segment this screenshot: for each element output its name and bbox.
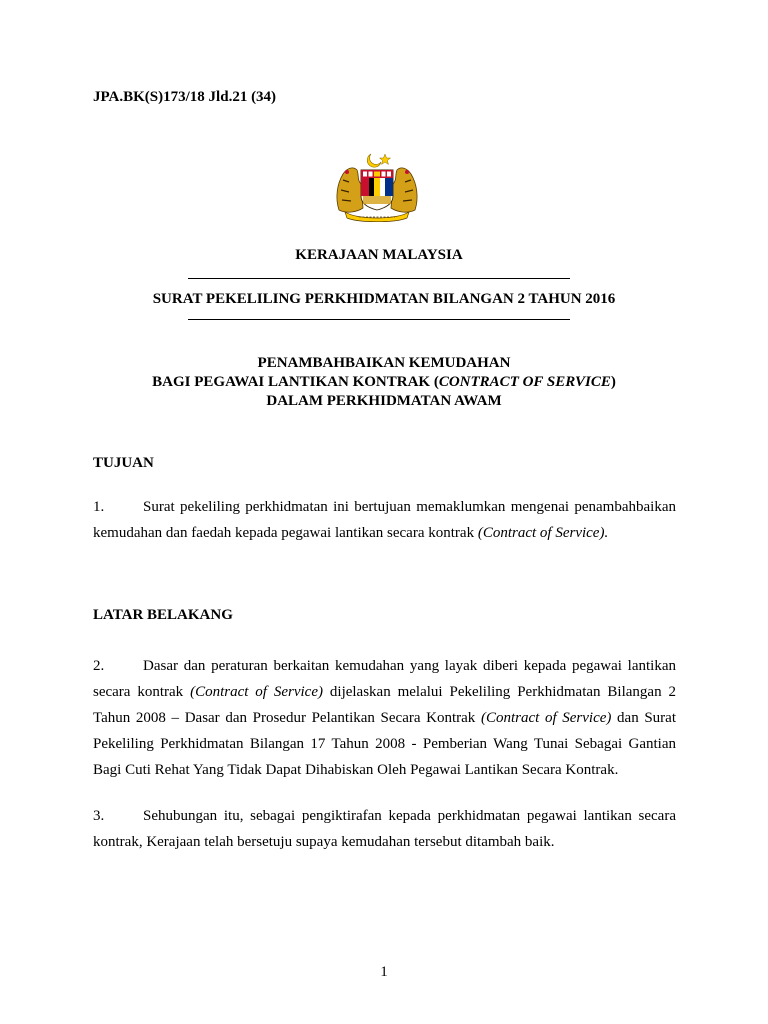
subject-title [93,354,675,411]
paragraph-1: 1. Surat pekeliling perkhidmatan ini bertujuan memaklumkan mengenai penambahbaikan kemudahan dan faedah kepada pegawai lantikan secara kontrak (Contract of Service). [93,494,676,546]
circular-title: SURAT PEKELILING PERKHIDMATAN BILANGAN 2 TAHUN 2016 [152,291,616,307]
page-number: 1 [380,964,388,980]
subject-line-2: BAGI PEGAWAI LANTIKAN KONTRAK (CONTRACT OF SERVICE) [152,374,616,390]
subject-line-1: PENAMBAHBAIKAN KEMUDAHAN [257,355,511,371]
divider-bottom [188,319,570,320]
reference-number: JPA.BK(S)173/18 Jld.21 (34) [93,89,277,105]
paragraph-3: 3. Sehubungan itu, sebagai pengiktirafan kepada perkhidmatan pegawai lantikan secara kontrak, Kerajaan telah bersetuju supaya kemudahan tersebut ditambah baik. [93,803,676,855]
section-heading-background: LATAR BELAKANG [93,607,233,623]
paragraph-number: 2. [93,658,105,674]
paragraph-number: 3. [93,808,105,824]
coat-of-arms-logo [333,150,421,222]
section-heading-purpose: TUJUAN [93,455,154,471]
paragraph-2: 2. Dasar dan peraturan berkaitan kemudahan yang layak diberi kepada pegawai lantikan secara kontrak (Contract of Service) dijelaskan melalui Pekeliling Perkhidmatan Bilangan 2 Tahun 2008 – Dasar dan Prosedur Pelantikan Secara Kontrak (Contract of Service) dan Surat Pekeliling Perkhidmatan Bilangan 17 Tahun 2008 - Pemberian Wang Tunai Sebagai Gantian Bagi Cuti Rehat Yang Tidak Dapat Dihabiskan Oleh Pegawai Lantikan Secara Kontrak. [93,653,676,783]
government-name: KERAJAAN MALAYSIA [295,247,463,263]
divider-top [188,278,570,279]
paragraph-number: 1. [93,499,105,515]
subject-line-3: DALAM PERKHIDMATAN AWAM [266,393,502,409]
